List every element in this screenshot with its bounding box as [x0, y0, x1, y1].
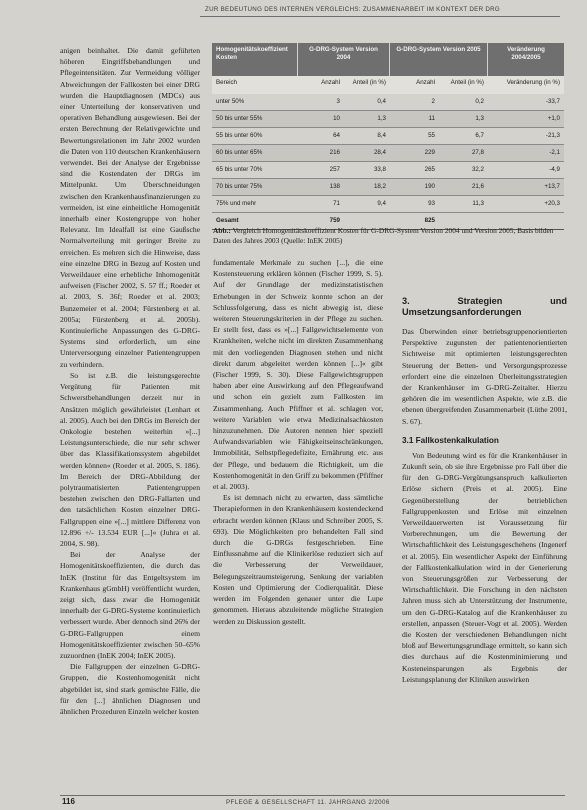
table-caption — [213, 226, 563, 246]
cell-anzahl-2004: 64 — [333, 132, 340, 139]
table-subheader-row — [212, 76, 564, 94]
cell-anteil-2004: 8,4 — [377, 132, 386, 139]
cell-anzahl-2004: 10 — [333, 115, 340, 122]
section-title: 3. Strategien und Umsetzungsanforderungen — [402, 296, 567, 317]
header-rule — [200, 16, 560, 17]
table-header-row — [212, 43, 564, 76]
journal-footer: PFLEGE & GESELLSCHAFT 11. JAHRGANG 2/2006 — [226, 799, 390, 806]
paragraph: Das Überwinden einer betriebsgruppenorientierten Perspektive zugunsten der patientenorientierten Sichtweise mit optimierten leistungsgerechten Steuerung der Betten- und Versorgungsprozesse erfordert eine die einzelnen Überleitungsstrategien der Krankenhäuser im G-DRG-Zeitalter. Hierzu gehören die im wesentlichen Aspekte, wie z.B. die ebenen übergreifenden Zusammenarbeit (Lüthe 2001, S. 67). — [402, 327, 567, 426]
cell-anzahl-2005: 55 — [428, 132, 435, 139]
header-homogeneity: Homogenitätskoeffizient Kosten — [212, 43, 298, 76]
cell-anzahl-2004: 216 — [329, 149, 340, 156]
cell-bereich: 75% und mehr — [216, 200, 257, 207]
paragraph: anigen beinhaltet. Die damit geführten höheren Eingriffsbehandlungen und Pflegeintensitäten. Zur Vermeidung völliger Abweichungen der Fallkosten bei einer DRG wurden die Hauptdiagnosen (MDCs) aus einer Unterteilung der konservativen und operativen Behandlung ausgewiesen. Bei der ersten Berechnung der Relativgewichte und Bewertungsrelationen im Jahr 2002 wurden die Daten von 110 deutschen Krankenhäusern verwendet. Bei der Analyse der Ergebnisse sind die Kostendaten der DRGs im Mittelpunkt. Um Überschneidungen zwischen den Krankenhausfinanzierungen zu vermeiden, ist eine einheitliche Homogenität innerhalb einer Kostengruppe von hoher Relevanz. Im Idealfall ist eine Gaußsche Normalverteilung mit geringer Breite zu erreichen. Es mehren sich die Hinweise, dass eine einzelne DRG in Bezug auf Kosten und Verweildauer eine erhebliche Inhomogenität aufweisen (Fischer 2002, S. 57 ff.; Roeder et al. 2003, S. 36f; Roeder et al. 2003; Bunzemeier et al. 2004; Fürstenberg et al. 2005a; Fürstenberg et al. 2005b). Kontinuierliche Anpassungen des G-DRG-Systems sind erforderlich, um eine Unterversorgung einzelner Patientengruppen zu verhindern. — [60, 46, 200, 369]
cell-veraenderung: +13,7 — [544, 183, 560, 190]
subheader-anzahl-2004: Anzahl — [321, 79, 340, 86]
subheader-anteil-2005: Anteil (in %) — [450, 79, 484, 86]
cell-anzahl-2005: 265 — [424, 166, 435, 173]
cell-anzahl-2005: 93 — [428, 200, 435, 207]
paragraph: Bei der Analyse der Homogenitätskoeffizienten, die durch das InEK (Institut für das Entgeltsystem im Krankenhaus gGmbH) veröffentlicht wurden, zeigt sich, dass zwar die Homogenität innerhalb der G-DRG-Systeme kontinuierlich verbessert wurde. Aber dennoch sind 26% der G-DRG-Fallgruppen einem Homogenitätskoeffizienter zwischen 50–65% zuzuordnen (InEK 2004; InEK 2005). — [60, 550, 200, 660]
text-column-left — [60, 45, 200, 793]
header-change: Veränderung 2004/2005 — [488, 43, 564, 76]
header-version-2005: G-DRG-System Version 2005 — [390, 43, 488, 76]
cell-anteil-2005: 21,6 — [471, 183, 484, 190]
subsection-title: 3.1 Fallkostenkalkulation — [402, 435, 499, 445]
paragraph: Es ist demnach nicht zu erwarten, dass sämtliche Therapieformen in den Krankenhäusern kostendeckend erbracht werden können (Klaus und Schreiber 2005, S. 693). Die Möglichkeiten pro behandelten Fall sind durch die G-DRGs festgeschrieben. Eine Einflussnahme auf die Klinikerlöse reduziert sich auf die Verbesserung der Verweildauer, Belegungszeitraumsteigerung, Senkung der variablen Kosten und Optimierung der Codierqualität. Diese werden im Folgenden genauer unter die Lupe genommen. Hieraus abzuleitende mögliche Strategien werden zu Diskussion gestellt. — [213, 493, 383, 626]
text-column-right — [402, 296, 567, 793]
cell-veraenderung: +1,0 — [547, 115, 560, 122]
subheader-bereich: Bereich — [216, 79, 237, 86]
table-row — [212, 179, 564, 196]
cell-bereich: unter 50% — [216, 98, 245, 105]
cell-anzahl-2004: 71 — [333, 200, 340, 207]
cell-bereich: 70 bis unter 75% — [216, 183, 263, 190]
cell-anzahl-2005: 825 — [424, 217, 435, 224]
table-row — [212, 196, 564, 213]
text-column-middle — [213, 257, 383, 793]
cell-anzahl-2004: 138 — [329, 183, 340, 190]
subheader-anteil-2004: Anteil (in %) — [352, 79, 386, 86]
cell-anteil-2005: 32,2 — [471, 166, 484, 173]
header-version-2004: G-DRG-System Version 2004 — [298, 43, 390, 76]
subheader-anzahl-2005: Anzahl — [416, 79, 435, 86]
table-row — [212, 94, 564, 111]
cell-anzahl-2005: 229 — [424, 149, 435, 156]
cell-bereich: 55 bis unter 60% — [216, 132, 263, 139]
cell-anteil-2004: 33,8 — [373, 166, 386, 173]
cell-anzahl-2005: 11 — [428, 115, 435, 122]
paragraph: So ist z.B. die leistungsgerechte Vergütung für Patienten mit Schwerstbehandlungen derzeit nur in Ansätzen möglich gewährleistet (Lenhart et al. 2005). Auch bei den DRGs im Bereich der Onkologie bestehen weiterhin »[...] Leistungsunterschiede, die nur sehr schwer über das Klassifikationssystem abgebildet werden können« (Roeder et al. 2005, S. 186). Im Bereich der DRG-Abbildung der polytraumatisierten Patientengruppen bestehen zwischen den DRG-Fallarten und den tatsächlichen Kosten einzelner DRG-Fallgruppen eine »[...] mittlere Differenz von 12.896 +/- 13.534 EUR [...]« (Juhra et al. 2004, S. 98). — [60, 370, 200, 548]
paragraph: fundamentale Merkmale zu suchen [...], die eine Kostensteuerung erklären können (Fischer 1999, S. 5). Auf der Grundlage der medizinstatistischen Erhebungen in der Schweiz konnte schon an der Schlussfolgerung, dass es nicht abwegig ist, diese weiteren Steuerungskriterien in der Pflege zu suchen. Er stellt fest, dass es »[...] Fallgewichtselemente von Krankheiten, welche nicht im direkten Zusammenhang mit den vorliegenden Diagnosen stehen und nicht direkt darum abgeleitet werden können [...]« gibt (Fischer 1999, S. 30). Diese Fallgewichtsgruppen haben aber eine Auswirkung auf den Pflegeaufwand und schon ein gezielt zum Fallkosten im Zusammenhang. Auch Pfiffner et al. schlagen vor, weitere Variablen wie etwa Medizinalsachkosten hinzuzunehmen. Die Autoren nennen hier speziell Aufwandsvariablen wie Fähigkeitseinschränkungen, Immobilität, Selbstpflegedefizite, Ernährung etc. aus der Pflege, und bedauern die Richtigkeit, um die Kostenhomogenität in den Griff zu bekommen (Pfiffner et al. 2003). — [213, 258, 383, 492]
cell-veraenderung: +20,3 — [544, 200, 560, 207]
running-header: ZUR BEDEUTUNG DES INTERNEN VERGLEICHS: ZUSAMMENARBEIT IM KONTEXT DER DRG — [205, 6, 501, 13]
paragraph: Die Fallgruppen der einzelnen G-DRG-Gruppen, die Kostenhomogenität nicht abgebildet ist, sind stark gemischte Fälle, die für den [...] ähnlichen Diagnosen und ähnlichen Prozeduren Einzeln welcher kosten — [60, 662, 200, 716]
cell-bereich: Gesamt — [216, 217, 239, 224]
cell-anzahl-2005: 190 — [424, 183, 435, 190]
page-number: 116 — [62, 797, 75, 806]
cell-anteil-2005: 6,7 — [475, 132, 484, 139]
cell-bereich: 60 bis unter 65% — [216, 149, 263, 156]
table-row — [212, 162, 564, 179]
caption-text: Vergleich Homogenitätskoeffizient Kosten für G-DRG-System Version 2004 und Version 2005, Basis bilden Daten des Jahres 2003 (Quelle: InEK 2005) — [213, 226, 554, 245]
cell-anzahl-2004: 3 — [336, 98, 340, 105]
cell-veraenderung: -33,7 — [545, 98, 560, 105]
paragraph: Von Bedeutung wird es für die Krankenhäuser in Zukunft sein, ob sie ihre Ergebnisse pro Fall über die für den G-DRG-Vergütungsanspruch kalkulierten Erlöse sichern (Preis et al. 2005). Eine Gegenüberstellung der betrieblichen Fallgruppenkosten und Erlöse mit einzelnen Verweildauerwerten ist Voraussetzung für Vorberechnungen, um die Bewertung der Wirtschaftlichkeit des Leistungsgeschehens (Ingenerf et al. 2005). Ein wesentlicher Aspekt der Einführung der Fallkostenkalkulation wird in der Generierung von Steuerungsgrößen zur Verbesserung der Wirtschaftlichkeit. Die Forschung in den nächsten Jahren muss sich ab Unterstützung der Instrumente, um den G-DRG-Katalog auf die Krankenhäuser zu erstellen, anpassen (Steuer-Vogt et al. 2005). Werden die Kosten der verschiedenen Behandlungen nicht bloß auf Bewertungsgrundlage ermittelt, so kann sich dies durchaus auf die Kostenminimierung und Kosteneinsparungen als Ergebnis der Leistungsplanung der Kliniken auswirken — [402, 450, 567, 684]
table-row — [212, 111, 564, 128]
caption-label: Abb.: — [213, 226, 231, 235]
homogeneity-table — [212, 43, 564, 230]
cell-anzahl-2005: 2 — [431, 98, 435, 105]
cell-bereich: 50 bis unter 55% — [216, 115, 263, 122]
cell-anzahl-2004: 257 — [329, 166, 340, 173]
cell-veraenderung: -2,1 — [549, 149, 560, 156]
table-row — [212, 145, 564, 162]
cell-veraenderung: -4,9 — [549, 166, 560, 173]
cell-anteil-2005: 27,8 — [471, 149, 484, 156]
cell-anteil-2005: 1,3 — [475, 115, 484, 122]
cell-anteil-2005: 0,2 — [475, 98, 484, 105]
cell-anteil-2004: 0,4 — [377, 98, 386, 105]
cell-anzahl-2004: 759 — [329, 217, 340, 224]
cell-anteil-2004: 18,2 — [373, 183, 386, 190]
table-row — [212, 128, 564, 145]
cell-anteil-2004: 9,4 — [377, 200, 386, 207]
cell-anteil-2005: 11,3 — [472, 200, 484, 207]
cell-anteil-2004: 28,4 — [373, 149, 386, 156]
footer-rule — [60, 795, 565, 796]
cell-anteil-2004: 1,3 — [377, 115, 386, 122]
subheader-veraenderung: Veränderung (in %) — [506, 79, 560, 86]
cell-bereich: 65 bis unter 70% — [216, 166, 263, 173]
cell-veraenderung: -21,3 — [545, 132, 560, 139]
